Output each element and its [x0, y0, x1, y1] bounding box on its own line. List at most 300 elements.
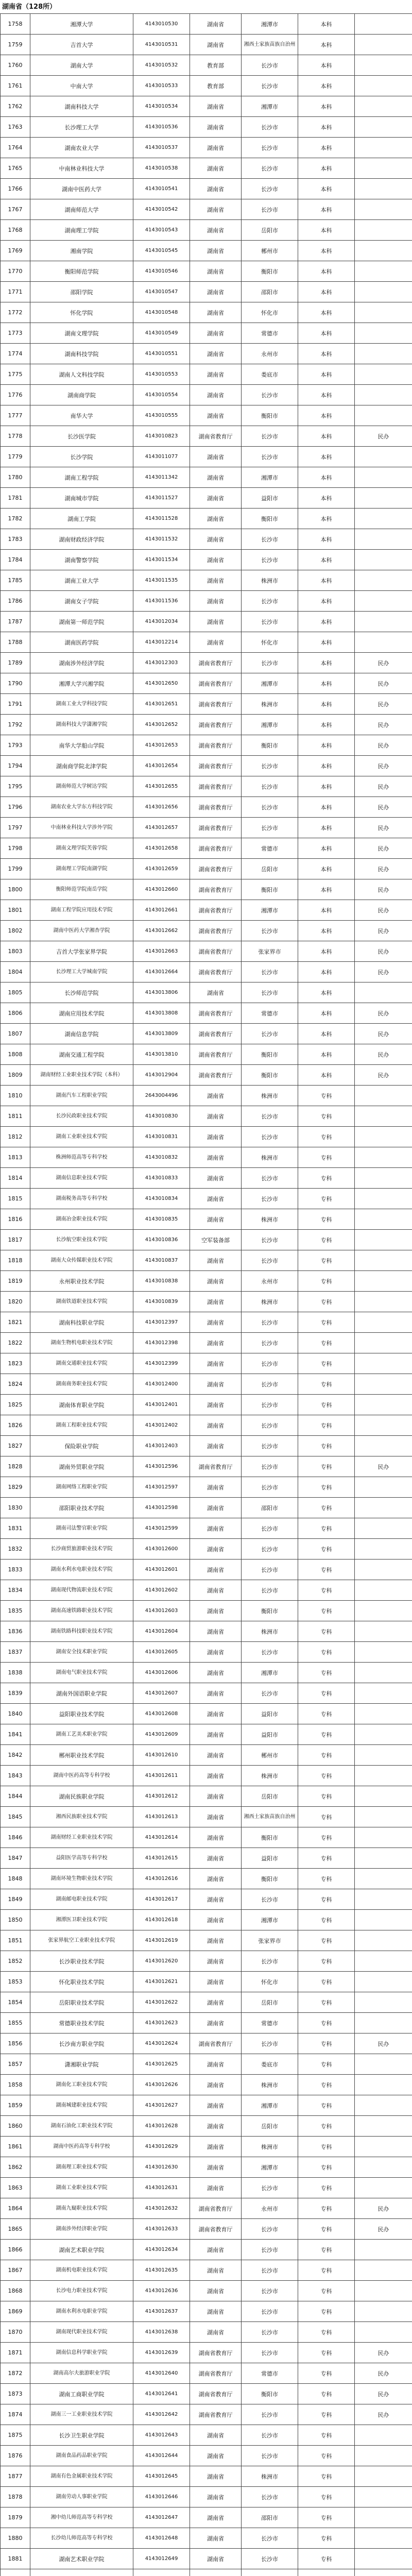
- location-cell: 郴州市: [242, 1745, 298, 1766]
- level-cell: 专科: [298, 1147, 355, 1168]
- table-row: [1, 2569, 412, 2576]
- level-cell: 本科: [298, 529, 355, 550]
- row-number-cell: 1800: [1, 879, 30, 900]
- note-cell: 民办: [355, 941, 412, 962]
- authority-cell: 湖南省: [190, 447, 242, 467]
- authority-cell: 湖南省教育厅: [190, 715, 242, 735]
- level-cell: 本科: [298, 158, 355, 179]
- row-number-cell: 1787: [1, 612, 30, 632]
- row-number-cell: 1866: [1, 2240, 30, 2260]
- row-number-cell: 1816: [1, 1209, 30, 1230]
- table-row: [1, 261, 412, 282]
- school-code-cell: 4143012904: [133, 1065, 190, 1086]
- school-name-cell: 长沙电力职业技术学院: [30, 2281, 133, 2301]
- school-code-cell: 4143012630: [133, 2157, 190, 2178]
- table-row: [1, 2363, 412, 2384]
- note-cell: [355, 1147, 412, 1168]
- note-cell: [355, 1621, 412, 1642]
- location-cell: 长沙市: [242, 550, 298, 570]
- school-code-cell: 4143013806: [133, 982, 190, 1003]
- level-cell: 专科: [298, 2528, 355, 2549]
- table-row: [1, 1704, 412, 1724]
- note-cell: 民办: [355, 859, 412, 879]
- location-cell: 长沙市: [242, 1415, 298, 1436]
- level-cell: 专科: [298, 1456, 355, 1477]
- location-cell: 长沙市: [242, 1889, 298, 1910]
- location-cell: 长沙市: [242, 529, 298, 550]
- note-cell: [355, 158, 412, 179]
- location-cell: 衡阳市: [242, 1601, 298, 1621]
- authority-cell: 湖南省教育厅: [190, 1065, 242, 1086]
- level-cell: 本科: [298, 591, 355, 612]
- school-name-cell: 长沙南方职业学院: [30, 2033, 133, 2054]
- authority-cell: 湖南省教育厅: [190, 921, 242, 941]
- table-row: [1, 797, 412, 818]
- school-name-cell: 湖南劳动人事职业学院: [30, 2487, 133, 2507]
- school-name-cell: 湖南警察学院: [30, 550, 133, 570]
- school-name-cell: 湘中幼儿师范高等专科学校: [30, 2507, 133, 2528]
- authority-cell: 湖南省: [190, 1209, 242, 1230]
- level-cell: 本科: [298, 1065, 355, 1086]
- table-row: [1, 962, 412, 982]
- school-code-cell: 4143010547: [133, 282, 190, 302]
- note-cell: 民办: [355, 2404, 412, 2425]
- school-name-cell: 中南大学: [30, 76, 133, 96]
- authority-cell: 湖南省: [190, 1848, 242, 1869]
- location-cell: 长沙市: [242, 1951, 298, 1972]
- school-code-cell: 4143012656: [133, 797, 190, 818]
- school-name-cell: 湖南工学院: [30, 509, 133, 529]
- row-number-cell: 1799: [1, 859, 30, 879]
- school-code-cell: 4143011535: [133, 570, 190, 591]
- school-code-cell: 4143011077: [133, 447, 190, 467]
- note-cell: [355, 1827, 412, 1848]
- school-name-cell: 湖南中医药高等专科学校: [30, 2137, 133, 2157]
- table-row: [1, 1250, 412, 1271]
- row-number-cell: 1794: [1, 756, 30, 776]
- level-cell: 专科: [298, 2487, 355, 2507]
- row-number-cell: 1845: [1, 1807, 30, 1827]
- authority-cell: 湖南省教育厅: [190, 2033, 242, 2054]
- authority-cell: 湖南省: [190, 632, 242, 653]
- row-number-cell: 1764: [1, 138, 30, 158]
- table-row: [1, 982, 412, 1003]
- location-cell: 郴州市: [242, 241, 298, 261]
- location-cell: 株洲市: [242, 570, 298, 591]
- authority-cell: 湖南省教育厅: [190, 838, 242, 859]
- location-cell: 湘潭市: [242, 715, 298, 735]
- note-cell: [355, 1106, 412, 1127]
- authority-cell: 湖南省: [190, 1498, 242, 1518]
- table-row: [1, 14, 412, 35]
- school-code-cell: 4143010542: [133, 199, 190, 220]
- authority-cell: 湖南省: [190, 1910, 242, 1930]
- school-code-cell: 4143010536: [133, 117, 190, 138]
- note-cell: [355, 1869, 412, 1889]
- row-number-cell: 1865: [1, 2219, 30, 2240]
- school-name-cell: 中南林业科技大学涉外学院: [30, 818, 133, 838]
- school-code-cell: 4143011342: [133, 467, 190, 488]
- location-cell: 衡阳市: [242, 879, 298, 900]
- table-row: [1, 2013, 412, 2033]
- school-name-cell: 湖南理工学院南湖学院: [30, 859, 133, 879]
- note-cell: [355, 1539, 412, 1560]
- school-code-cell: 4143010839: [133, 1292, 190, 1312]
- school-name-cell: 湖南司法警官职业学院: [30, 1518, 133, 1539]
- school-name-cell: 湖南铁道职业技术学院: [30, 1292, 133, 1312]
- level-cell: 专科: [298, 2013, 355, 2033]
- note-cell: [355, 1518, 412, 1539]
- level-cell: 专科: [298, 1930, 355, 1951]
- school-name-cell: 湖南工业大学: [30, 570, 133, 591]
- row-number-cell: 1849: [1, 1889, 30, 1910]
- row-number-cell: 1771: [1, 282, 30, 302]
- row-number-cell: 1788: [1, 632, 30, 653]
- school-name-cell: 湘西民族职业技术学院: [30, 1807, 133, 1827]
- authority-cell: 湖南省: [190, 1724, 242, 1745]
- table-row: [1, 632, 412, 653]
- school-name-cell: 湖南艺术职业学院: [30, 2549, 133, 2569]
- location-cell: 湘西土家族苗族自治州: [242, 1807, 298, 1827]
- authority-cell: 湖南省: [190, 2054, 242, 2075]
- row-number-cell: 1790: [1, 673, 30, 694]
- authority-cell: 湖南省: [190, 323, 242, 344]
- school-code-cell: 4143012214: [133, 632, 190, 653]
- note-cell: [355, 1766, 412, 1786]
- level-cell: 专科: [298, 2446, 355, 2466]
- school-name-cell: 湖南体育职业学院: [30, 1395, 133, 1415]
- location-cell: 长沙市: [242, 921, 298, 941]
- authority-cell: 湖南省: [190, 2075, 242, 2095]
- school-name-cell: 湖南有色金属职业技术学院: [30, 2466, 133, 2487]
- table-row: [1, 1869, 412, 1889]
- note-cell: [355, 2446, 412, 2466]
- authority-cell: 湖南省: [190, 1642, 242, 1663]
- level-cell: 本科: [298, 756, 355, 776]
- location-cell: 长沙市: [242, 2404, 298, 2425]
- table-row: [1, 55, 412, 76]
- authority-cell: 湖南省: [190, 1766, 242, 1786]
- authority-cell: 湖南省: [190, 364, 242, 385]
- note-cell: [355, 2075, 412, 2095]
- level-cell: 专科: [298, 2363, 355, 2384]
- authority-cell: 湖南省: [190, 2116, 242, 2137]
- row-number-cell: 1761: [1, 76, 30, 96]
- school-name-cell: 湖南商务职业技术学院: [30, 1374, 133, 1395]
- school-code-cell: 4143012650: [133, 673, 190, 694]
- authority-cell: 湖南省: [190, 1539, 242, 1560]
- level-cell: 本科: [298, 426, 355, 447]
- note-cell: 民办: [355, 1044, 412, 1065]
- school-name-cell: 长沙卫生职业学院: [30, 2425, 133, 2446]
- school-code-cell: 4143012663: [133, 941, 190, 962]
- school-name-cell: 湖南师范大学树达学院: [30, 776, 133, 797]
- school-name-cell: 湖南工商职业学院: [30, 2384, 133, 2404]
- school-name-cell: 湖南化工职业技术学院: [30, 2075, 133, 2095]
- level-cell: 本科: [298, 818, 355, 838]
- level-cell: 本科: [298, 982, 355, 1003]
- location-cell: 长沙市: [242, 1374, 298, 1395]
- table-row: [1, 1312, 412, 1333]
- school-name-cell: 湖南水利水电职业技术学院: [30, 1560, 133, 1580]
- note-cell: [355, 344, 412, 364]
- level-cell: 专科: [298, 1127, 355, 1147]
- authority-cell: 湖南省教育厅: [190, 2219, 242, 2240]
- row-number-cell: 1873: [1, 2384, 30, 2404]
- location-cell: 长沙市: [242, 1539, 298, 1560]
- location-cell: 长沙市: [242, 2549, 298, 2569]
- authority-cell: 湖南省: [190, 385, 242, 405]
- authority-cell: 湖南省教育厅: [190, 859, 242, 879]
- row-number-cell: 1766: [1, 179, 30, 199]
- location-cell: 常德市: [242, 323, 298, 344]
- school-name-cell: 邵阳职业技术学院: [30, 1498, 133, 1518]
- row-number-cell: 1833: [1, 1560, 30, 1580]
- note-cell: 民办: [355, 756, 412, 776]
- location-cell: 长沙市: [242, 982, 298, 1003]
- authority-cell: 湖南省: [190, 1147, 242, 1168]
- note-cell: [355, 405, 412, 426]
- school-name-cell: 湖南工程学院应用技术学院: [30, 900, 133, 921]
- table-row: [1, 1786, 412, 1807]
- school-code-cell: 4143013809: [133, 1024, 190, 1044]
- note-cell: [355, 14, 412, 35]
- school-name-cell: 湖南交通职业技术学院: [30, 1353, 133, 1374]
- note-cell: [355, 1333, 412, 1353]
- row-number-cell: 1856: [1, 2033, 30, 2054]
- row-number-cell: 1863: [1, 2178, 30, 2198]
- location-cell: 株洲市: [242, 1292, 298, 1312]
- school-code-cell: 4143012647: [133, 2507, 190, 2528]
- school-code-cell: 4143012607: [133, 1683, 190, 1704]
- row-number-cell: 1857: [1, 2054, 30, 2075]
- note-cell: [355, 509, 412, 529]
- level-cell: 本科: [298, 35, 355, 55]
- school-code-cell: 4143012625: [133, 2054, 190, 2075]
- level-cell: 本科: [298, 220, 355, 241]
- level-cell: 本科: [298, 96, 355, 117]
- row-number-cell: 1878: [1, 2487, 30, 2507]
- level-cell: 本科: [298, 962, 355, 982]
- location-cell: 长沙市: [242, 2240, 298, 2260]
- note-cell: [355, 1704, 412, 1724]
- row-number-cell: 1881: [1, 2549, 30, 2569]
- school-name-cell: 湖南工业大学科技学院: [30, 694, 133, 715]
- level-cell: 专科: [298, 1415, 355, 1436]
- note-cell: [355, 2466, 412, 2487]
- school-code-cell: 4143012624: [133, 2033, 190, 2054]
- level-cell: 专科: [298, 1951, 355, 1972]
- level-cell: 专科: [298, 2343, 355, 2363]
- note-cell: [355, 117, 412, 138]
- location-cell: 娄底市: [242, 2054, 298, 2075]
- note-cell: [355, 220, 412, 241]
- level-cell: 本科: [298, 76, 355, 96]
- note-cell: [355, 467, 412, 488]
- table-row: [1, 179, 412, 199]
- school-name-cell: 湖南商学院: [30, 385, 133, 405]
- table-row: [1, 1930, 412, 1951]
- level-cell: 专科: [298, 1601, 355, 1621]
- table-row: [1, 1395, 412, 1415]
- level-cell: 专科: [298, 2384, 355, 2404]
- school-code-cell: 4143011532: [133, 529, 190, 550]
- note-cell: [355, 1395, 412, 1415]
- location-cell: 长沙市: [242, 1333, 298, 1353]
- level-cell: 专科: [298, 1250, 355, 1271]
- note-cell: [355, 1560, 412, 1580]
- school-code-cell: 4143012633: [133, 2219, 190, 2240]
- note-cell: [355, 2528, 412, 2549]
- school-code-cell: 4143012652: [133, 715, 190, 735]
- table-row: [1, 1436, 412, 1456]
- school-name-cell: 怀化学院: [30, 302, 133, 323]
- authority-cell: 湖南省: [190, 1807, 242, 1827]
- table-row: [1, 1456, 412, 1477]
- school-name-cell: 湖南理工职业技术学院: [30, 2157, 133, 2178]
- location-cell: 邵阳市: [242, 282, 298, 302]
- authority-cell: 湖南省: [190, 2507, 242, 2528]
- school-name-cell: 湖南大学: [30, 55, 133, 76]
- table-row: [1, 900, 412, 921]
- authority-cell: 湖南省: [190, 1436, 242, 1456]
- note-cell: [355, 1292, 412, 1312]
- table-row: [1, 2404, 412, 2425]
- row-number-cell: 1778: [1, 426, 30, 447]
- page-title: 湖南省（128所）: [2, 3, 57, 11]
- table-row: [1, 673, 412, 694]
- authority-cell: 湖南省: [190, 1951, 242, 1972]
- authority-cell: 湖南省: [190, 1930, 242, 1951]
- table-row: [1, 426, 412, 447]
- note-cell: [355, 1786, 412, 1807]
- note-cell: [355, 1930, 412, 1951]
- table-row: [1, 2095, 412, 2116]
- level-cell: 专科: [298, 1539, 355, 1560]
- school-name-cell: 中南林业科技大学: [30, 158, 133, 179]
- table-row: [1, 2466, 412, 2487]
- level-cell: 专科: [298, 1292, 355, 1312]
- school-name-cell: 岳阳职业技术学院: [30, 1992, 133, 2013]
- school-code-cell: 4143012642: [133, 2404, 190, 2425]
- table-row: [1, 1044, 412, 1065]
- school-name-cell: 湖南高速铁路职业技术学院: [30, 1601, 133, 1621]
- school-name-cell: 湖南科技大学潇湘学院: [30, 715, 133, 735]
- school-code-cell: 4143012601: [133, 1560, 190, 1580]
- table-row: [1, 2054, 412, 2075]
- note-cell: 民办: [355, 2033, 412, 2054]
- row-number-cell: 1807: [1, 1024, 30, 1044]
- school-name-cell: 张家界航空工业职业技术学院: [30, 1930, 133, 1951]
- school-code-cell: 4143010531: [133, 35, 190, 55]
- authority-cell: 湖南省: [190, 982, 242, 1003]
- table-row: [1, 467, 412, 488]
- school-code-cell: [133, 2569, 190, 2576]
- note-cell: [355, 2549, 412, 2569]
- row-number-cell: 1801: [1, 900, 30, 921]
- authority-cell: 湖南省: [190, 1333, 242, 1353]
- school-name-cell: 湖南外国语职业学院: [30, 1683, 133, 1704]
- note-cell: [355, 2322, 412, 2343]
- school-name-cell: 湖南农业大学东方科技学院: [30, 797, 133, 818]
- table-row: [1, 1972, 412, 1992]
- row-number-cell: 1758: [1, 14, 30, 35]
- note-cell: 民办: [355, 653, 412, 673]
- row-number-cell: 1823: [1, 1353, 30, 1374]
- school-name-cell: 湖南中医药高等专科学校: [30, 1766, 133, 1786]
- school-name-cell: 湖南理工学院: [30, 220, 133, 241]
- level-cell: 本科: [298, 838, 355, 859]
- level-cell: 本科: [298, 179, 355, 199]
- school-code-cell: 4143012636: [133, 2281, 190, 2301]
- row-number-cell: 1835: [1, 1601, 30, 1621]
- school-code-cell: 4143012612: [133, 1786, 190, 1807]
- row-number-cell: [1, 2569, 30, 2576]
- level-cell: 本科: [298, 364, 355, 385]
- note-cell: [355, 76, 412, 96]
- school-code-cell: 4143010551: [133, 344, 190, 364]
- level-cell: 专科: [298, 2466, 355, 2487]
- table-row: [1, 879, 412, 900]
- table-row: [1, 1601, 412, 1621]
- location-cell: 长沙市: [242, 158, 298, 179]
- level-cell: 本科: [298, 653, 355, 673]
- school-name-cell: 湖南石油化工职业技术学院: [30, 2116, 133, 2137]
- table-row: [1, 35, 412, 55]
- school-name-cell: 湖南农业大学: [30, 138, 133, 158]
- row-number-cell: 1874: [1, 2404, 30, 2425]
- location-cell: 湘潭市: [242, 900, 298, 921]
- note-cell: [355, 55, 412, 76]
- note-cell: [355, 1910, 412, 1930]
- school-code-cell: 4143012628: [133, 2116, 190, 2137]
- row-number-cell: 1810: [1, 1086, 30, 1106]
- school-code-cell: 4143012643: [133, 2425, 190, 2446]
- table-row: [1, 509, 412, 529]
- authority-cell: 湖南省: [190, 2240, 242, 2260]
- note-cell: [355, 364, 412, 385]
- school-code-cell: 4143012632: [133, 2198, 190, 2219]
- location-cell: 怀化市: [242, 632, 298, 653]
- authority-cell: 湖南省: [190, 199, 242, 220]
- note-cell: [355, 2054, 412, 2075]
- authority-cell: 湖南省: [190, 1292, 242, 1312]
- school-code-cell: 4143012637: [133, 2301, 190, 2322]
- level-cell: 本科: [298, 323, 355, 344]
- location-cell: 湘潭市: [242, 1910, 298, 1930]
- location-cell: 常德市: [242, 1003, 298, 1024]
- location-cell: 长沙市: [242, 1312, 298, 1333]
- school-name-cell: 衡阳师范学院: [30, 261, 133, 282]
- authority-cell: 湖南省: [190, 1683, 242, 1704]
- school-code-cell: 4143012629: [133, 2137, 190, 2157]
- row-number-cell: 1851: [1, 1930, 30, 1951]
- level-cell: 本科: [298, 14, 355, 35]
- table-row: [1, 2425, 412, 2446]
- authority-cell: 湖南省: [190, 179, 242, 199]
- level-cell: 专科: [298, 2404, 355, 2425]
- school-name-cell: 湖南财经工业职业技术学院（本科）: [30, 1065, 133, 1086]
- school-name-cell: 湖南第一师范学院: [30, 612, 133, 632]
- school-code-cell: 4143012611: [133, 1766, 190, 1786]
- authority-cell: 湖南省: [190, 1353, 242, 1374]
- location-cell: 长沙市: [242, 2301, 298, 2322]
- row-number-cell: 1777: [1, 405, 30, 426]
- school-code-cell: 4143010836: [133, 1230, 190, 1250]
- location-cell: 湘潭市: [242, 2157, 298, 2178]
- note-cell: [355, 2281, 412, 2301]
- school-name-cell: 湖南女子学院: [30, 591, 133, 612]
